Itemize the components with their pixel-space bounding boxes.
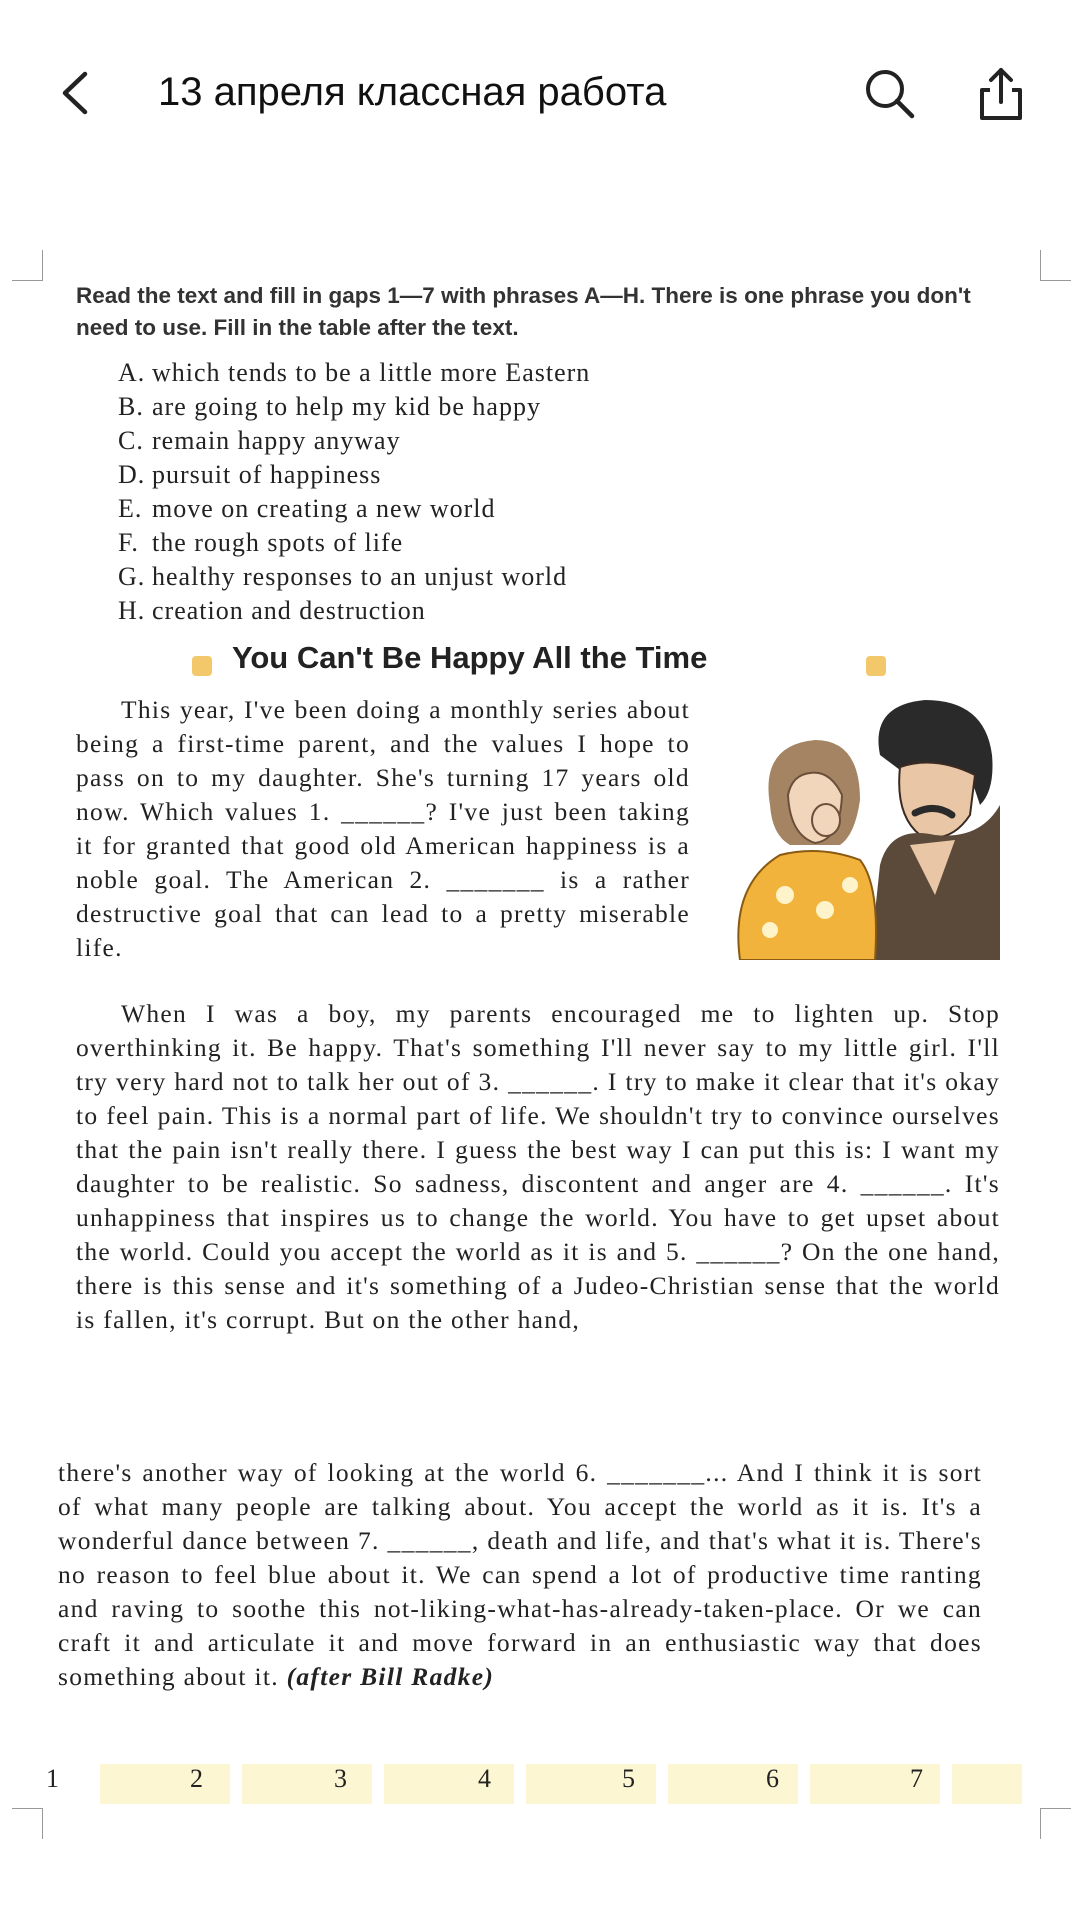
answer-table [40,1764,990,1804]
phrase-item [118,594,918,628]
phrase-letter: E. [118,494,143,523]
phrase-item [118,424,918,458]
phrase-item [118,458,918,492]
phrase-letter: C. [118,426,144,455]
search-icon [862,66,916,120]
app-header [0,0,1075,190]
phrase-text: healthy responses to an unjust world [152,562,568,591]
answer-cell-3[interactable] [384,1764,514,1804]
story-title: You Can't Be Happy All the Time [232,640,708,675]
answer-number: 7 [910,1764,923,1793]
phrase-letter: A. [118,358,146,387]
phrase-item [118,492,918,526]
crop-corner-bottom-right [1040,1808,1071,1839]
paragraph-3 [58,1456,982,1694]
crop-corner-bottom-left [12,1808,43,1839]
crop-corner-top-right [1040,250,1071,281]
answer-number: 3 [334,1764,347,1793]
phrase-list [118,356,918,628]
phrase-letter: H. [118,596,146,625]
phrase-letter: B. [118,392,144,421]
share-button[interactable] [976,64,1026,124]
answer-number: 1 [46,1764,59,1793]
phrase-text: are going to help my kid be happy [152,392,541,421]
phrase-text: pursuit of happiness [152,460,382,489]
father-daughter-illustration [730,695,1000,960]
title-bullet-right [866,656,886,676]
answer-number: 2 [190,1764,203,1793]
title-bullet-left [192,656,212,676]
phrase-item [118,356,918,390]
phrase-letter: G. [118,562,146,591]
answer-number: 6 [766,1764,779,1793]
answer-cell-7[interactable] [952,1764,1022,1804]
phrase-letter: F. [118,528,139,557]
author-signature: (after Bill Radke) [286,1662,495,1691]
back-chevron-icon [55,68,95,118]
paragraph-2: When I was a boy, my parents encouraged me to lighten up. Stop overthinking it. Be happy. That's something I'll never say to my little girl. I'll try very hard not to talk her out of 3. ______. I try to make it clear that it's okay to feel pain. This is a normal part of life. We shouldn't try to convince ourselves that the pain isn't really there. I guess the best way I can put this is: I want my daughter to be realistic. So sadness, discontent and anger are 4. ______. It's unhappiness that inspires us to change the world. You have to get upset about the world. Could you accept the world as it is and 5. ______? On the one hand, there is this sense and it's something of a Judeo-Christian sense that the world is fallen, it's corrupt. But on the other hand, [76,999,1000,1334]
search-button[interactable] [862,66,916,120]
page-title: 13 апреля классная работа [158,70,667,114]
paragraph-1: This year, I've been doing a monthly series about being a first-time parent, and the values I hope to pass on to my daughter. She's turning 17 years old now. Which values 1. ______? I've just been taking it for granted that good old American happiness is a noble goal. The American 2. _______ is a rather destructive goal that can lead to a pretty miserable life. [76,695,690,962]
back-button[interactable] [55,68,95,118]
answer-cell-4[interactable] [526,1764,656,1804]
phrase-text: the rough spots of life [152,528,404,557]
answer-cell-2[interactable] [242,1764,372,1804]
phrase-text: creation and destruction [152,596,426,625]
exercise-instruction: Read the text and fill in gaps 1—7 with phrases A—H. There is one phrase you don't need to use. Fill in the table after the text. [76,283,971,340]
answer-number: 5 [622,1764,635,1793]
share-icon [976,64,1026,124]
phrase-item [118,560,918,594]
phrase-text: which tends to be a little more Eastern [152,358,591,387]
phrase-text: move on creating a new world [152,494,496,523]
answer-number: 4 [478,1764,491,1793]
phrase-item [118,390,918,424]
answer-cell-1[interactable] [100,1764,230,1804]
phrase-letter: D. [118,460,146,489]
phrase-text: remain happy anyway [152,426,401,455]
phrase-item [118,526,918,560]
crop-corner-top-left [12,250,43,281]
paragraph-3-text: there's another way of looking at the world 6. _______... And I think it is sort of what many people are talking about. You accept the world as it is. It's a wonderful dance between 7. ______, death and life, and that's what it is. There's no reason to feel blue about it. We can spend a lot of productive time ranting and raving to soothe this not-liking-what-has-already-taken-place. Or we can craft it and articulate it and move forward in an enthusiastic way that does something about it. [58,1458,982,1691]
